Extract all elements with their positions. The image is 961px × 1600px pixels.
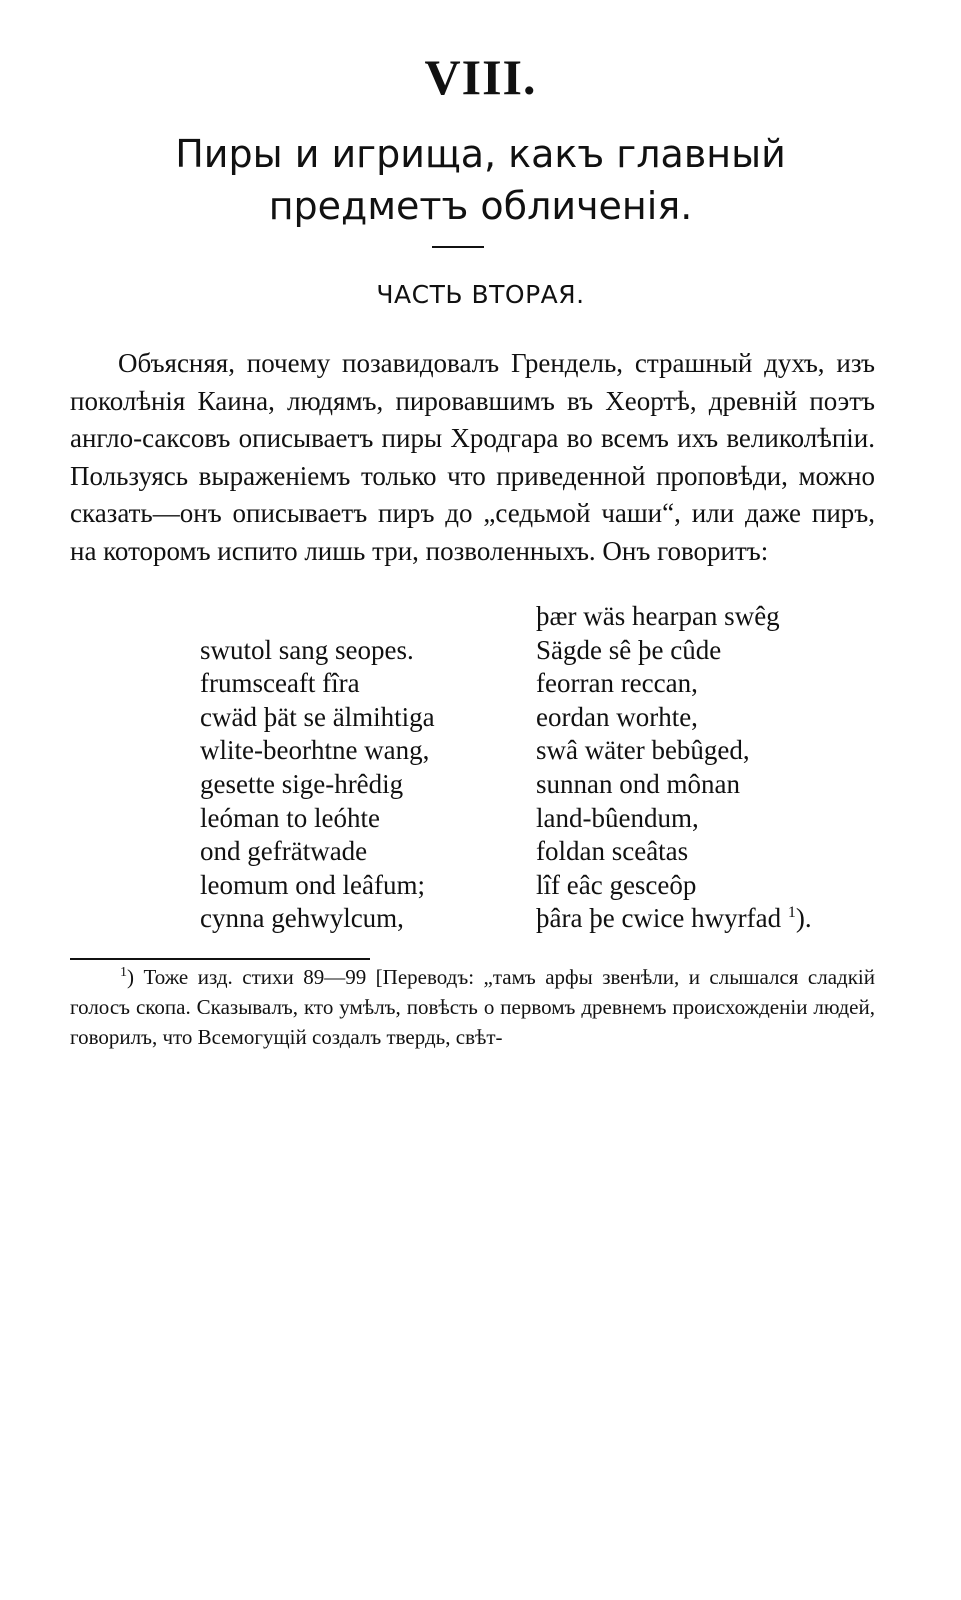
verse-right-line: feorran reccan,: [536, 668, 698, 699]
verse-left-line: cwäd þät se älmihtiga: [200, 701, 435, 732]
body-paragraph: Объясняя, почему позавидовалъ Грендель, страшный духъ, изъ поколѣнія Каина, людямъ, пировавшимъ въ Хеортѣ, древній поэтъ англо-саксовъ описываетъ пиры Хродгара во всемъ ихъ великолѣпіи. Пользуясь выраженіемъ только что приведенной проповѣди, можно сказать—онъ описываетъ пиръ до „седьмой чаши“, или даже пиръ, на которомъ испито лишь три, позволенныхъ. Онъ говоритъ:: [70, 348, 875, 566]
chapter-title-line-1: Пиры и игрища, какъ главный: [175, 132, 786, 176]
verse-left-line: leomum ond leâfum;: [200, 869, 425, 900]
verse-right-line: land-bûendum,: [536, 802, 699, 833]
verse-left-line: ond gefrätwade: [200, 836, 368, 867]
verse-row: [200, 701, 890, 735]
verse-left-line: cynna gehwylcum,: [200, 903, 404, 934]
verse-row: [200, 902, 890, 936]
verse-left-line: wlite-beorhtne wang,: [200, 735, 430, 766]
verse-closing: ).: [795, 903, 812, 934]
verse-left-line: gesette sige-hrêdig: [200, 768, 404, 799]
part-heading: ЧАСТЬ ВТОРАЯ.: [376, 280, 585, 309]
footnote: [70, 962, 875, 1052]
footnote-reference: 1: [787, 904, 796, 922]
footnote-text: ) Тоже изд. стихи 89—99 [Переводъ: „тамъ арфы звенѣли, и слышался сладкій голосъ скопа. Сказывалъ, кто умѣлъ, повѣсть о первомъ древнемъ происхожденіи людей, говорилъ, что Всемогущій создалъ твердь, свѣт-: [70, 965, 875, 1049]
verse-row: [200, 869, 890, 903]
verse-block: [200, 600, 890, 936]
chapter-title: [0, 128, 961, 232]
verse-right-line: Sägde sê þe cûde: [536, 634, 722, 665]
verse-row: [200, 768, 890, 802]
chapter-title-line-2: предметъ обличенія.: [268, 184, 693, 228]
verse-row: [200, 734, 890, 768]
verse-left-line: swutol sang seopes.: [200, 634, 414, 665]
verse-left-line: leóman to leóhte: [200, 802, 380, 833]
verse-row: [200, 634, 890, 668]
verse-right-line: sunnan ond mônan: [536, 768, 740, 799]
verse-row: [200, 667, 890, 701]
footnote-divider: [70, 958, 370, 960]
verse-right-line: foldan sceâtas: [536, 836, 689, 867]
verse-row: [200, 802, 890, 836]
chapter-number: VIII.: [424, 49, 537, 105]
footnote-mark: 1: [120, 965, 127, 980]
verse-last-line: þâra þe cwice hwyrfad: [536, 903, 782, 934]
verse-right-line: [536, 902, 812, 936]
verse-right-line: swâ wäter bebûged,: [536, 735, 750, 766]
verse-left-line: frumsceaft fîra: [200, 668, 360, 699]
verse-row: [200, 600, 890, 634]
verse-right-line: lîf eâc gesceôp: [536, 869, 697, 900]
verse-right-line: eordan worhte,: [536, 701, 698, 732]
verse-right-line: þær wäs hearpan swêg: [536, 601, 780, 631]
verse-row: [200, 835, 890, 869]
title-divider: [432, 246, 484, 248]
verse-left-line: [200, 600, 536, 634]
